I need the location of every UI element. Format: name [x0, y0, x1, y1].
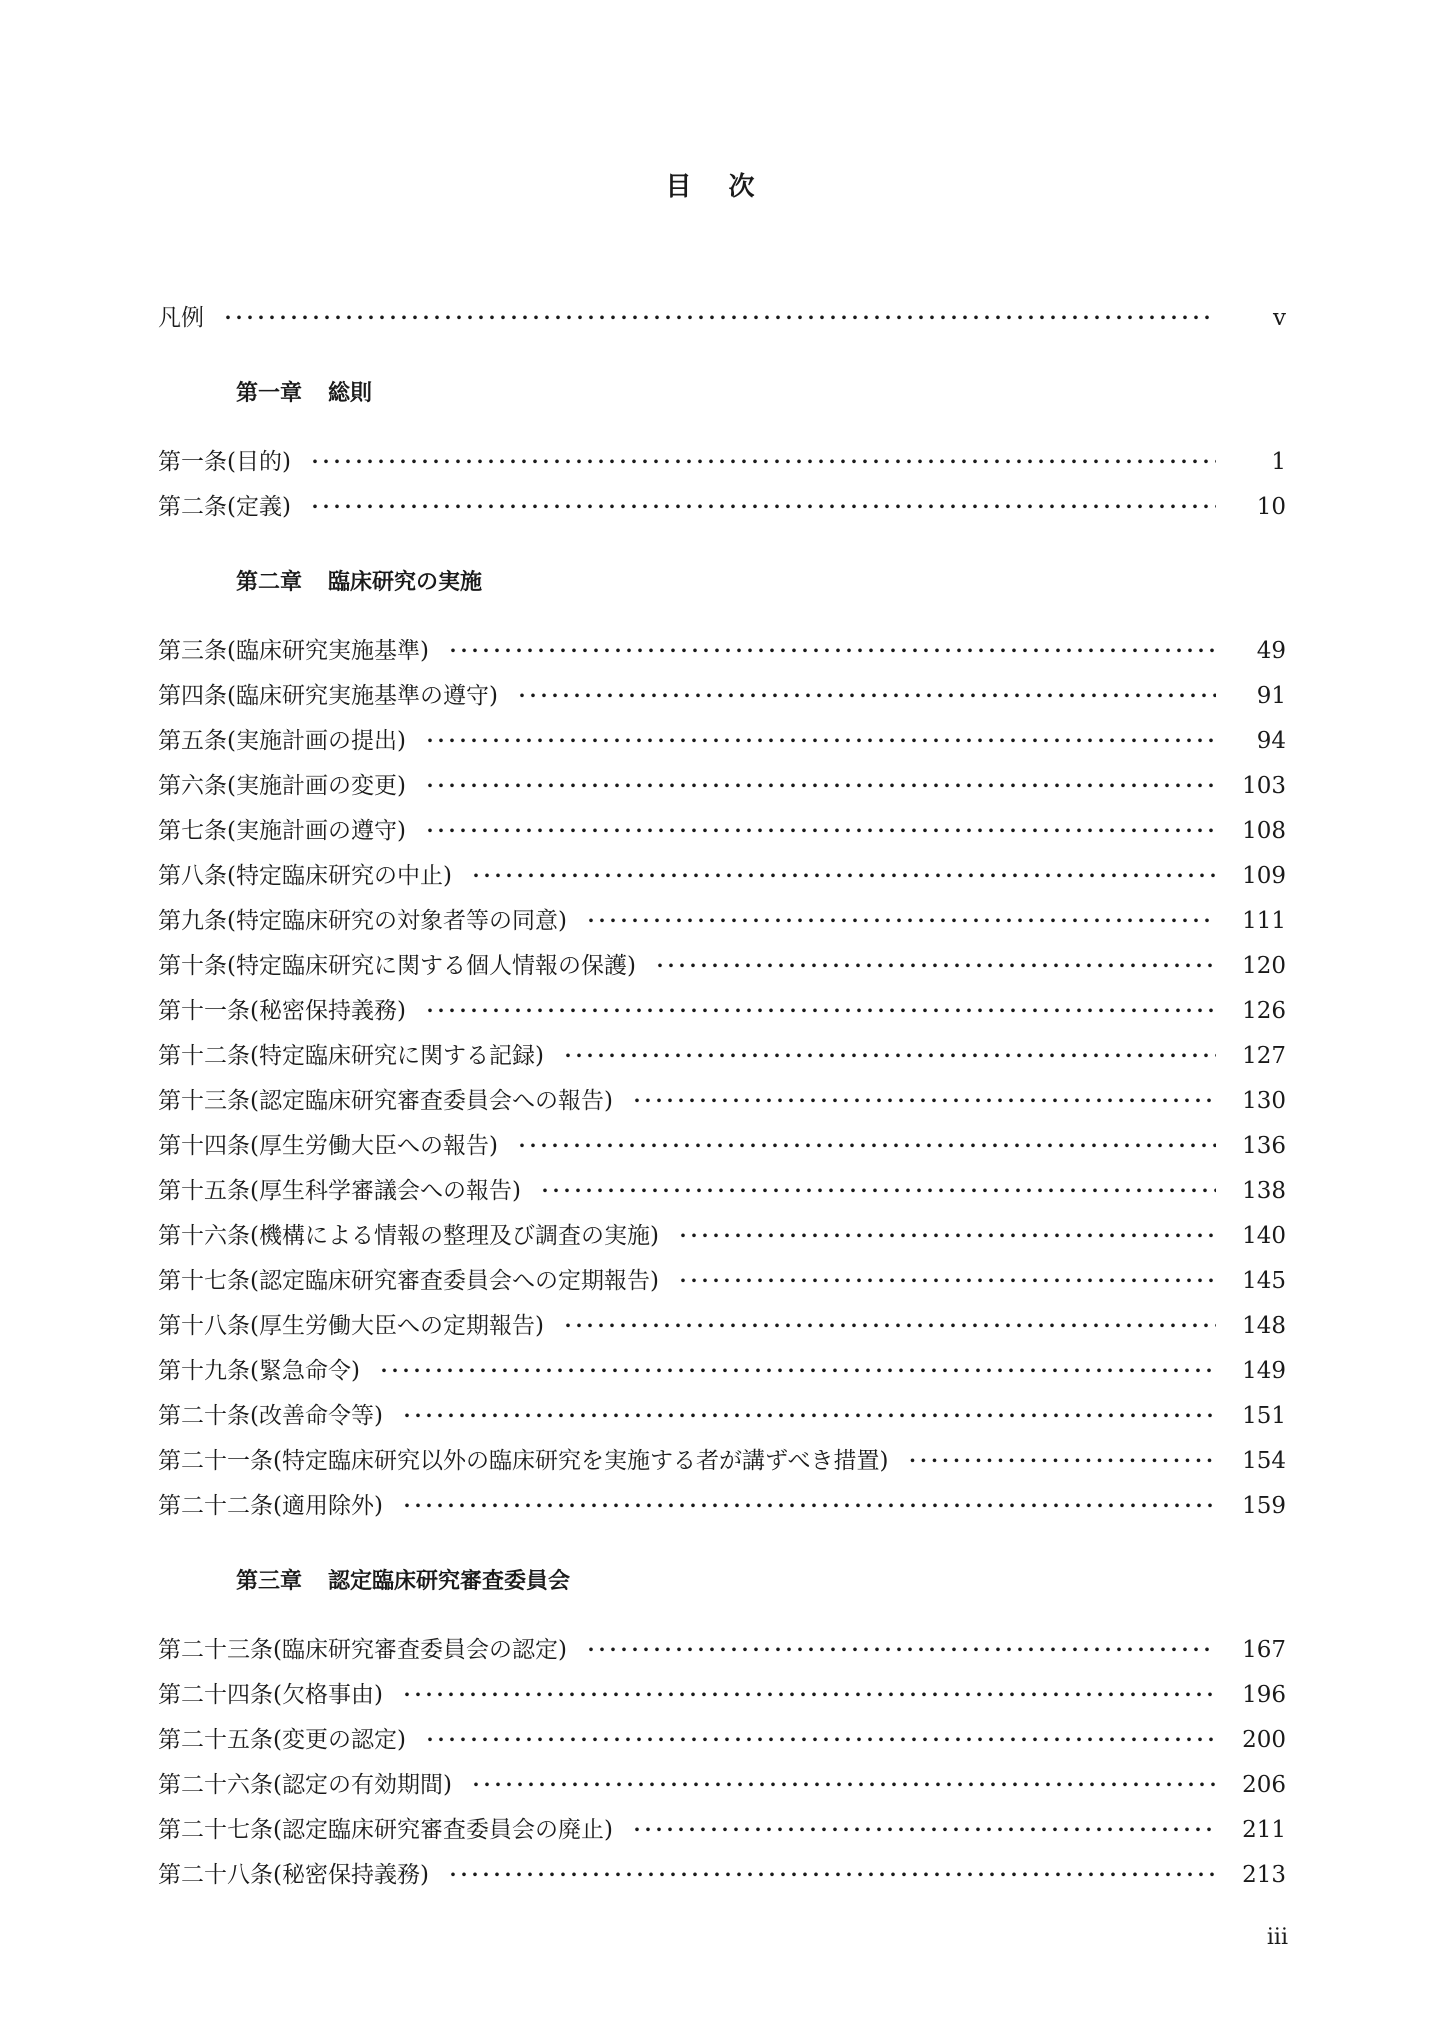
toc-entry-page: 127 — [1242, 1043, 1286, 1069]
chapter-heading — [158, 560, 1286, 605]
toc-entry-page: 49 — [1256, 638, 1286, 664]
toc-entry-label: 第二十四条(欠格事由) — [158, 1682, 383, 1708]
dot-leader — [558, 1304, 1216, 1349]
toc-entry-label: 第十五条(厚生科学審議会への報告) — [158, 1178, 521, 1204]
toc-entry-page: 103 — [1242, 773, 1286, 799]
dot-leader — [305, 440, 1216, 485]
toc-entry[interactable] — [158, 1034, 1286, 1079]
dot-leader — [558, 1034, 1216, 1079]
toc-entry[interactable] — [158, 1304, 1286, 1349]
toc-entry-label: 第十六条(機構による情報の整理及び調査の実施) — [158, 1223, 659, 1249]
chapter-heading — [158, 1559, 1286, 1604]
toc-entry-page: 120 — [1242, 953, 1286, 979]
toc-entry[interactable] — [158, 1259, 1286, 1304]
dot-leader — [420, 719, 1216, 764]
toc-entry-page: 149 — [1242, 1358, 1286, 1384]
toc-entry-label: 第十二条(特定臨床研究に関する記録) — [158, 1043, 544, 1069]
toc-entry[interactable] — [158, 1484, 1286, 1529]
toc-entry-label: 第二十六条(認定の有効期間) — [158, 1772, 452, 1798]
toc-entry-page: 140 — [1242, 1223, 1286, 1249]
dot-leader — [397, 1484, 1216, 1529]
dot-leader — [420, 989, 1216, 1034]
toc-entry[interactable] — [158, 1214, 1286, 1259]
toc-entry-page: 108 — [1242, 818, 1286, 844]
toc-entry[interactable] — [158, 719, 1286, 764]
dot-leader — [581, 899, 1216, 944]
dot-leader — [443, 1853, 1216, 1898]
toc-entry-label: 第八条(特定臨床研究の中止) — [158, 863, 452, 889]
toc-entry-page: 196 — [1242, 1682, 1286, 1708]
chapter-number: 第二章 — [236, 570, 303, 595]
toc-entry-label: 第一条(目的) — [158, 449, 291, 475]
toc-entry-label: 第二十七条(認定臨床研究審査委員会の廃止) — [158, 1817, 613, 1843]
toc-entry-label: 第二十八条(秘密保持義務) — [158, 1862, 429, 1888]
toc-entry-page: 154 — [1242, 1448, 1286, 1474]
toc-entry-label: 第五条(実施計画の提出) — [158, 728, 406, 754]
dot-leader — [627, 1079, 1216, 1124]
chapter-title: 総則 — [328, 381, 373, 406]
dot-leader — [673, 1259, 1216, 1304]
toc-entry[interactable] — [158, 674, 1286, 719]
dot-leader — [397, 1394, 1216, 1439]
toc-entry-page: 91 — [1256, 683, 1286, 709]
toc-entry-page: 151 — [1242, 1403, 1286, 1429]
toc-entry-page: 94 — [1256, 728, 1286, 754]
toc-entry-label: 第四条(臨床研究実施基準の遵守) — [158, 683, 498, 709]
toc-entry-preface[interactable] — [158, 296, 1286, 341]
dot-leader — [443, 629, 1216, 674]
chapter-heading — [158, 371, 1286, 416]
toc-entry-label: 第十条(特定臨床研究に関する個人情報の保護) — [158, 953, 636, 979]
chapter-number: 第三章 — [236, 1569, 303, 1594]
toc-entry-label: 凡例 — [158, 305, 204, 331]
dot-leader — [627, 1808, 1216, 1853]
toc-entry-page: 159 — [1242, 1493, 1286, 1519]
toc-entry-label: 第十四条(厚生労働大臣への報告) — [158, 1133, 498, 1159]
dot-leader — [581, 1628, 1216, 1673]
toc-entry[interactable] — [158, 1808, 1286, 1853]
toc-entry[interactable] — [158, 989, 1286, 1034]
toc-entry-page: 130 — [1242, 1088, 1286, 1114]
dot-leader — [420, 764, 1216, 809]
toc-entry-label: 第九条(特定臨床研究の対象者等の同意) — [158, 908, 567, 934]
toc-entry-label: 第二十一条(特定臨床研究以外の臨床研究を実施する者が講ずべき措置) — [158, 1448, 889, 1474]
dot-leader — [374, 1349, 1216, 1394]
toc-entry[interactable] — [158, 1853, 1286, 1898]
toc-entry-label: 第七条(実施計画の遵守) — [158, 818, 406, 844]
dot-leader — [305, 485, 1216, 530]
toc-entry[interactable] — [158, 1169, 1286, 1214]
toc-entry-page: 126 — [1242, 998, 1286, 1024]
page-number: iii — [1266, 1925, 1288, 1950]
toc-entry[interactable] — [158, 1763, 1286, 1808]
toc-entry[interactable] — [158, 485, 1286, 530]
toc-entry[interactable] — [158, 944, 1286, 989]
toc-entry-page: 109 — [1242, 863, 1286, 889]
dot-leader — [512, 1124, 1216, 1169]
toc-entry-page: 213 — [1242, 1862, 1286, 1888]
toc-entry-page: 200 — [1242, 1727, 1286, 1753]
toc-entry-page: 138 — [1242, 1178, 1286, 1204]
toc-entry-label: 第二十三条(臨床研究審査委員会の認定) — [158, 1637, 567, 1663]
dot-leader — [512, 674, 1216, 719]
chapter-title: 臨床研究の実施 — [328, 570, 483, 595]
toc-entry-page: 145 — [1242, 1268, 1286, 1294]
toc-entry-page: 111 — [1242, 908, 1286, 934]
toc-entry-label: 第十七条(認定臨床研究審査委員会への定期報告) — [158, 1268, 659, 1294]
chapter-title: 認定臨床研究審査委員会 — [328, 1569, 571, 1594]
toc-entry[interactable] — [158, 809, 1286, 854]
toc-entry-label: 第二十条(改善命令等) — [158, 1403, 383, 1429]
toc-entry[interactable] — [158, 1349, 1286, 1394]
dot-leader — [218, 296, 1216, 341]
toc-entry[interactable] — [158, 899, 1286, 944]
dot-leader — [420, 1718, 1216, 1763]
toc-entry-page: 167 — [1242, 1637, 1286, 1663]
toc-entry-page: 1 — [1271, 449, 1286, 475]
toc-entry-label: 第十三条(認定臨床研究審査委員会への報告) — [158, 1088, 613, 1114]
toc-entry[interactable] — [158, 1718, 1286, 1763]
dot-leader — [466, 1763, 1216, 1808]
toc-entry[interactable] — [158, 1124, 1286, 1169]
table-of-contents — [158, 296, 1286, 1898]
chapter-number: 第一章 — [236, 381, 303, 406]
toc-entry-label: 第二十五条(変更の認定) — [158, 1727, 406, 1753]
dot-leader — [466, 854, 1216, 899]
toc-entry[interactable] — [158, 854, 1286, 899]
dot-leader — [903, 1439, 1217, 1484]
toc-entry[interactable] — [158, 1439, 1286, 1484]
toc-entry-page: 10 — [1256, 494, 1286, 520]
toc-entry-label: 第十八条(厚生労働大臣への定期報告) — [158, 1313, 544, 1339]
page-title: 目 次 — [665, 172, 769, 202]
toc-entry[interactable] — [158, 1079, 1286, 1124]
toc-entry[interactable] — [158, 1628, 1286, 1673]
toc-entry-label: 第二十二条(適用除外) — [158, 1493, 383, 1519]
toc-entry-label: 第三条(臨床研究実施基準) — [158, 638, 429, 664]
dot-leader — [535, 1169, 1216, 1214]
dot-leader — [420, 809, 1216, 854]
toc-entry-page: 206 — [1242, 1772, 1286, 1798]
toc-entry[interactable] — [158, 440, 1286, 485]
dot-leader — [397, 1673, 1216, 1718]
toc-entry-label: 第二条(定義) — [158, 494, 291, 520]
toc-entry[interactable] — [158, 764, 1286, 809]
toc-entry-label: 第十一条(秘密保持義務) — [158, 998, 406, 1024]
toc-entry-page: 211 — [1242, 1817, 1286, 1843]
toc-entry[interactable] — [158, 1394, 1286, 1439]
toc-entry-page: 148 — [1242, 1313, 1286, 1339]
toc-entry[interactable] — [158, 1673, 1286, 1718]
toc-entry[interactable] — [158, 629, 1286, 674]
toc-entry-page: 136 — [1242, 1133, 1286, 1159]
dot-leader — [650, 944, 1216, 989]
toc-entry-label: 第十九条(緊急命令) — [158, 1358, 360, 1384]
dot-leader — [673, 1214, 1216, 1259]
toc-entry-page: v — [1273, 305, 1286, 331]
toc-entry-label: 第六条(実施計画の変更) — [158, 773, 406, 799]
